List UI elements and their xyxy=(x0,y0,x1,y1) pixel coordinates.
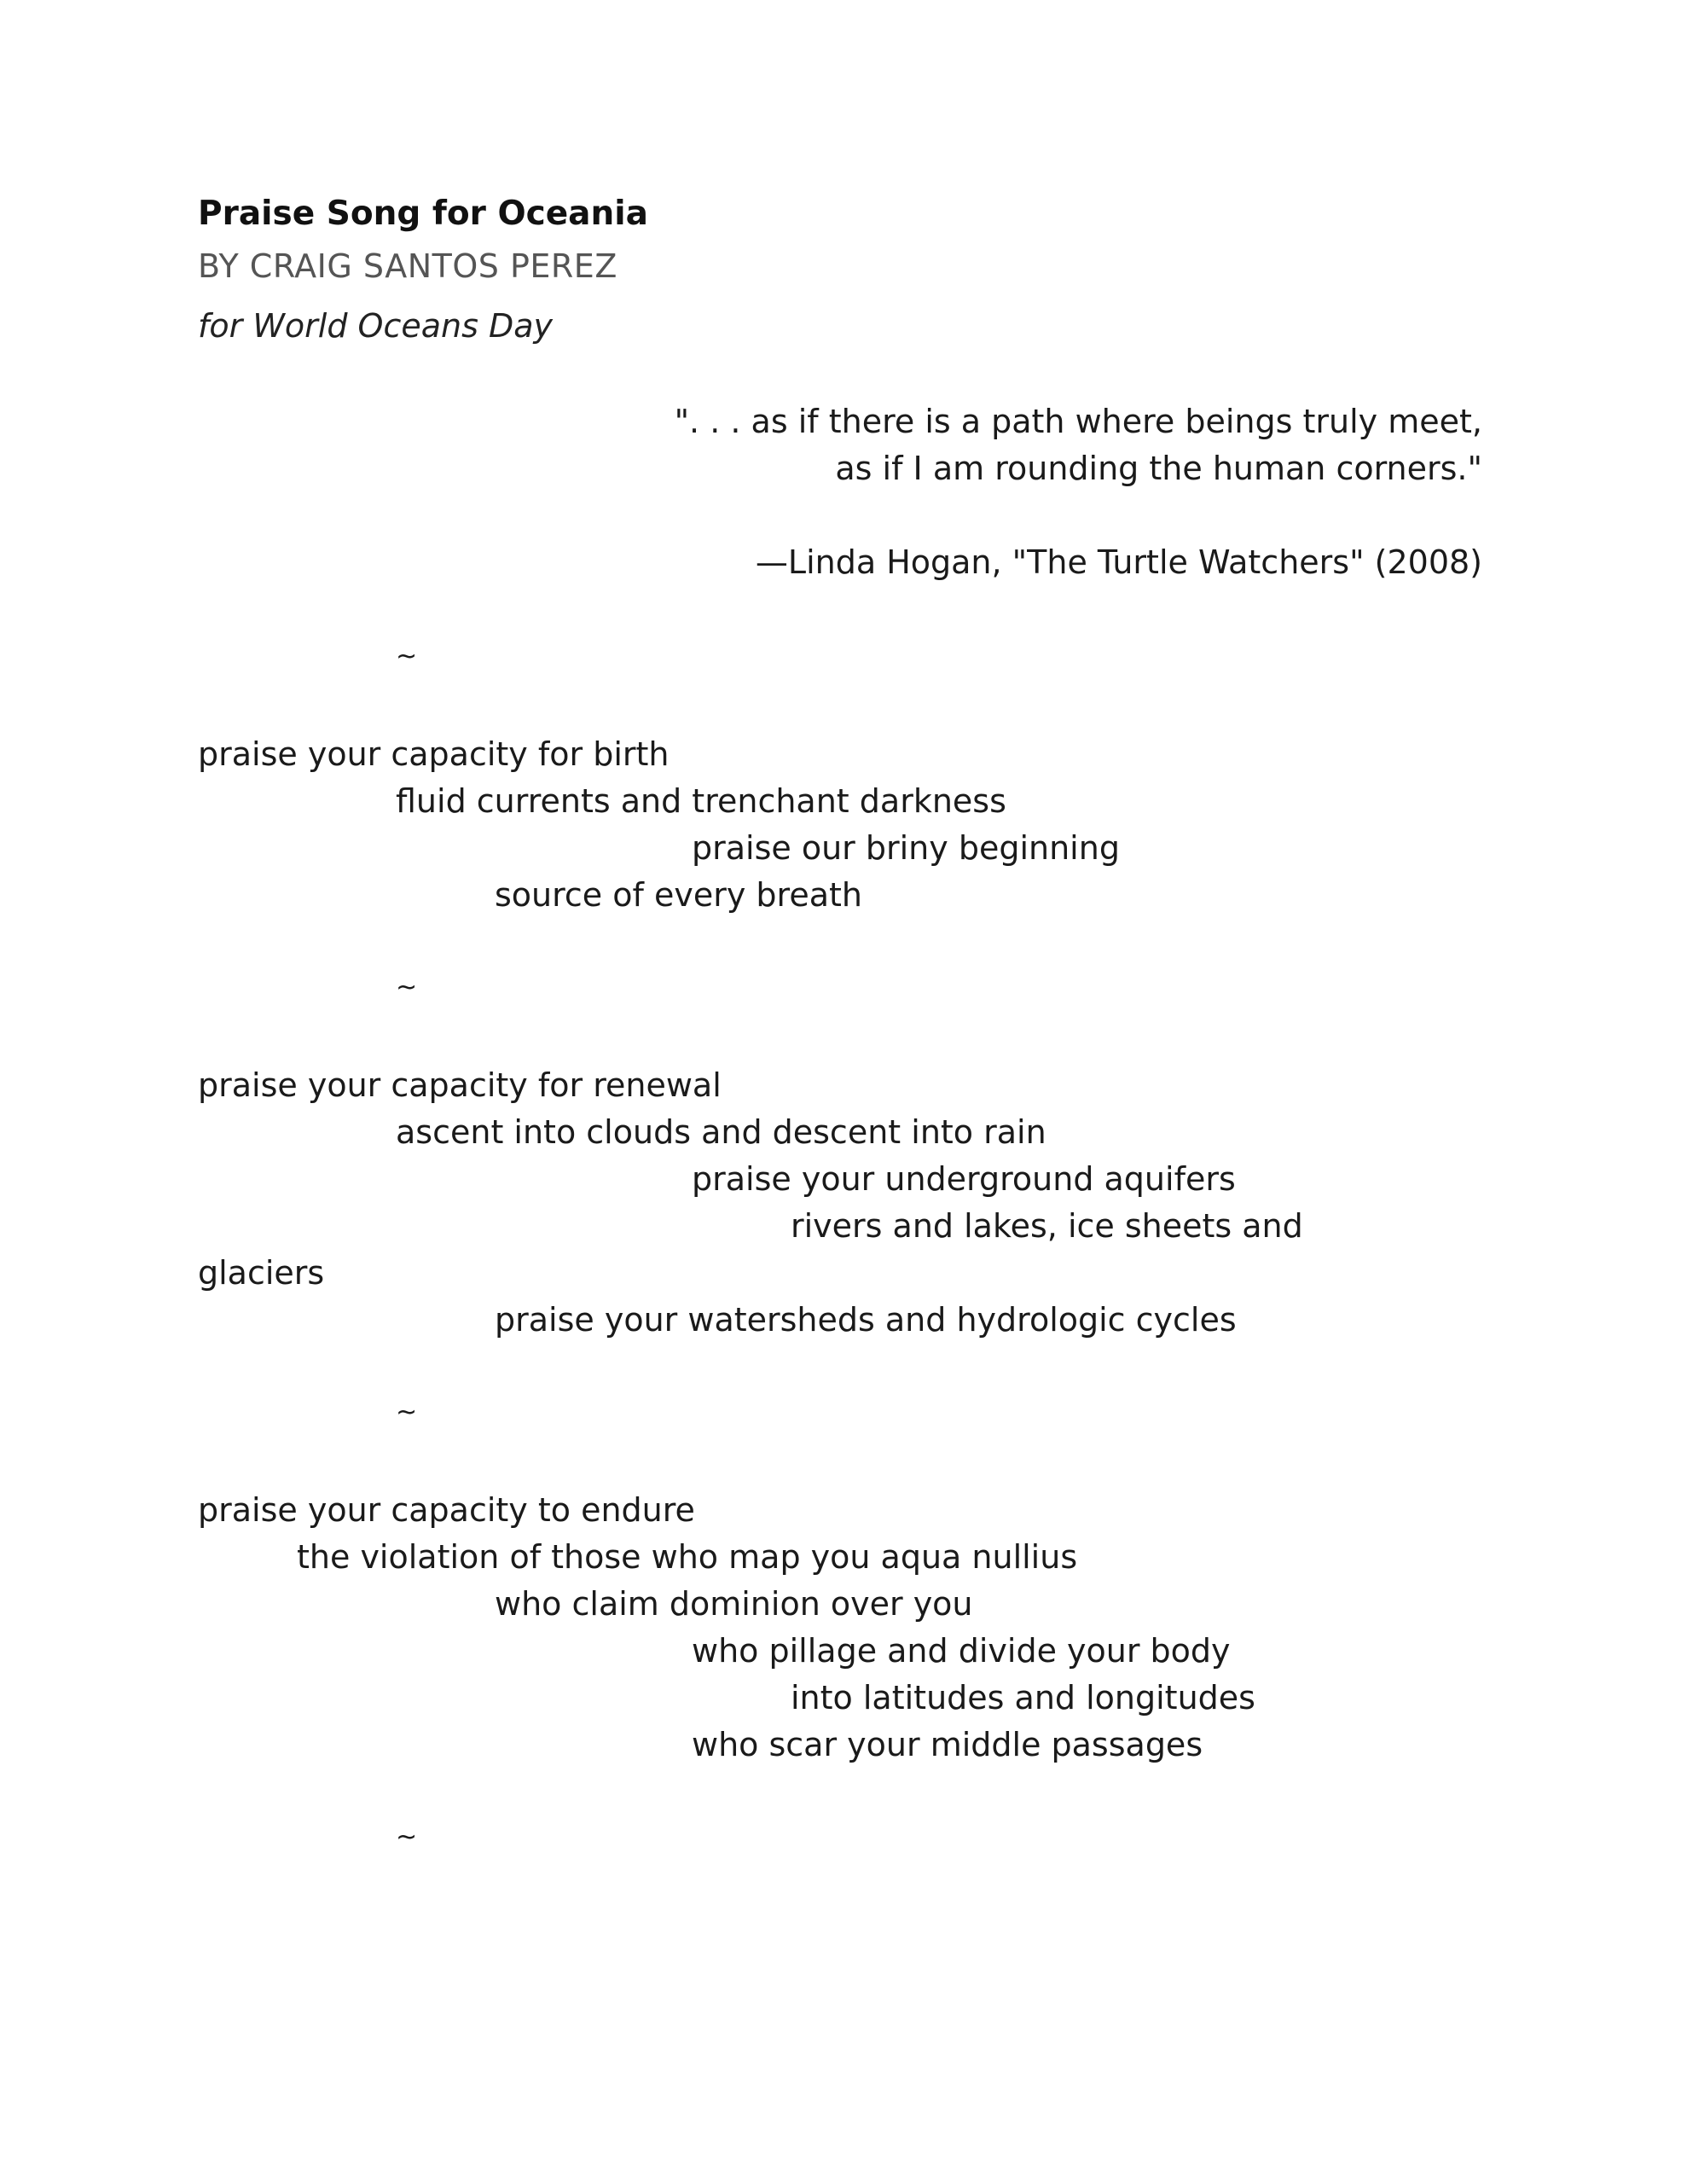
stanza2-line-4: rivers and lakes, ice sheets and xyxy=(791,1207,1303,1245)
epigraph-attribution: —Linda Hogan, "The Turtle Watchers" (2008) xyxy=(755,543,1482,581)
stanza2-line-5: glaciers xyxy=(198,1254,325,1292)
dedication: for World Oceans Day xyxy=(198,307,553,345)
stanza3-line-1: praise your capacity to endure xyxy=(198,1491,695,1529)
stanza1-line-4: source of every breath xyxy=(495,876,862,914)
stanza3-line-3: who claim dominion over you xyxy=(495,1585,973,1623)
stanza3-line-6: who scar your middle passages xyxy=(692,1726,1203,1763)
poem-title: Praise Song for Oceania xyxy=(198,195,648,233)
stanza3-line-5: into latitudes and longitudes xyxy=(791,1679,1255,1716)
epigraph-line-1: ". . . as if there is a path where beings truly meet, xyxy=(674,403,1482,440)
stanza2-line-6: praise your watersheds and hydrologic cycles xyxy=(495,1301,1237,1339)
section-separator: ~ xyxy=(396,1822,418,1852)
stanza2-line-3: praise your underground aquifers xyxy=(692,1160,1236,1198)
epigraph-line-2: as if I am rounding the human corners." xyxy=(835,450,1482,487)
stanza2-line-2: ascent into clouds and descent into rain xyxy=(396,1113,1046,1151)
author-byline: BY CRAIG SANTOS PEREZ xyxy=(198,247,617,285)
stanza1-line-3: praise our briny beginning xyxy=(692,829,1120,867)
stanza2-line-1: praise your capacity for renewal xyxy=(198,1066,722,1104)
stanza1-line-2: fluid currents and trenchant darkness xyxy=(396,782,1006,820)
stanza3-line-4: who pillage and divide your body xyxy=(692,1632,1231,1670)
stanza3-line-2: the violation of those who map you aqua nullius xyxy=(297,1538,1078,1576)
section-separator: ~ xyxy=(396,642,418,671)
section-separator: ~ xyxy=(396,1397,418,1427)
section-separator: ~ xyxy=(396,973,418,1002)
stanza1-line-1: praise your capacity for birth xyxy=(198,735,670,773)
